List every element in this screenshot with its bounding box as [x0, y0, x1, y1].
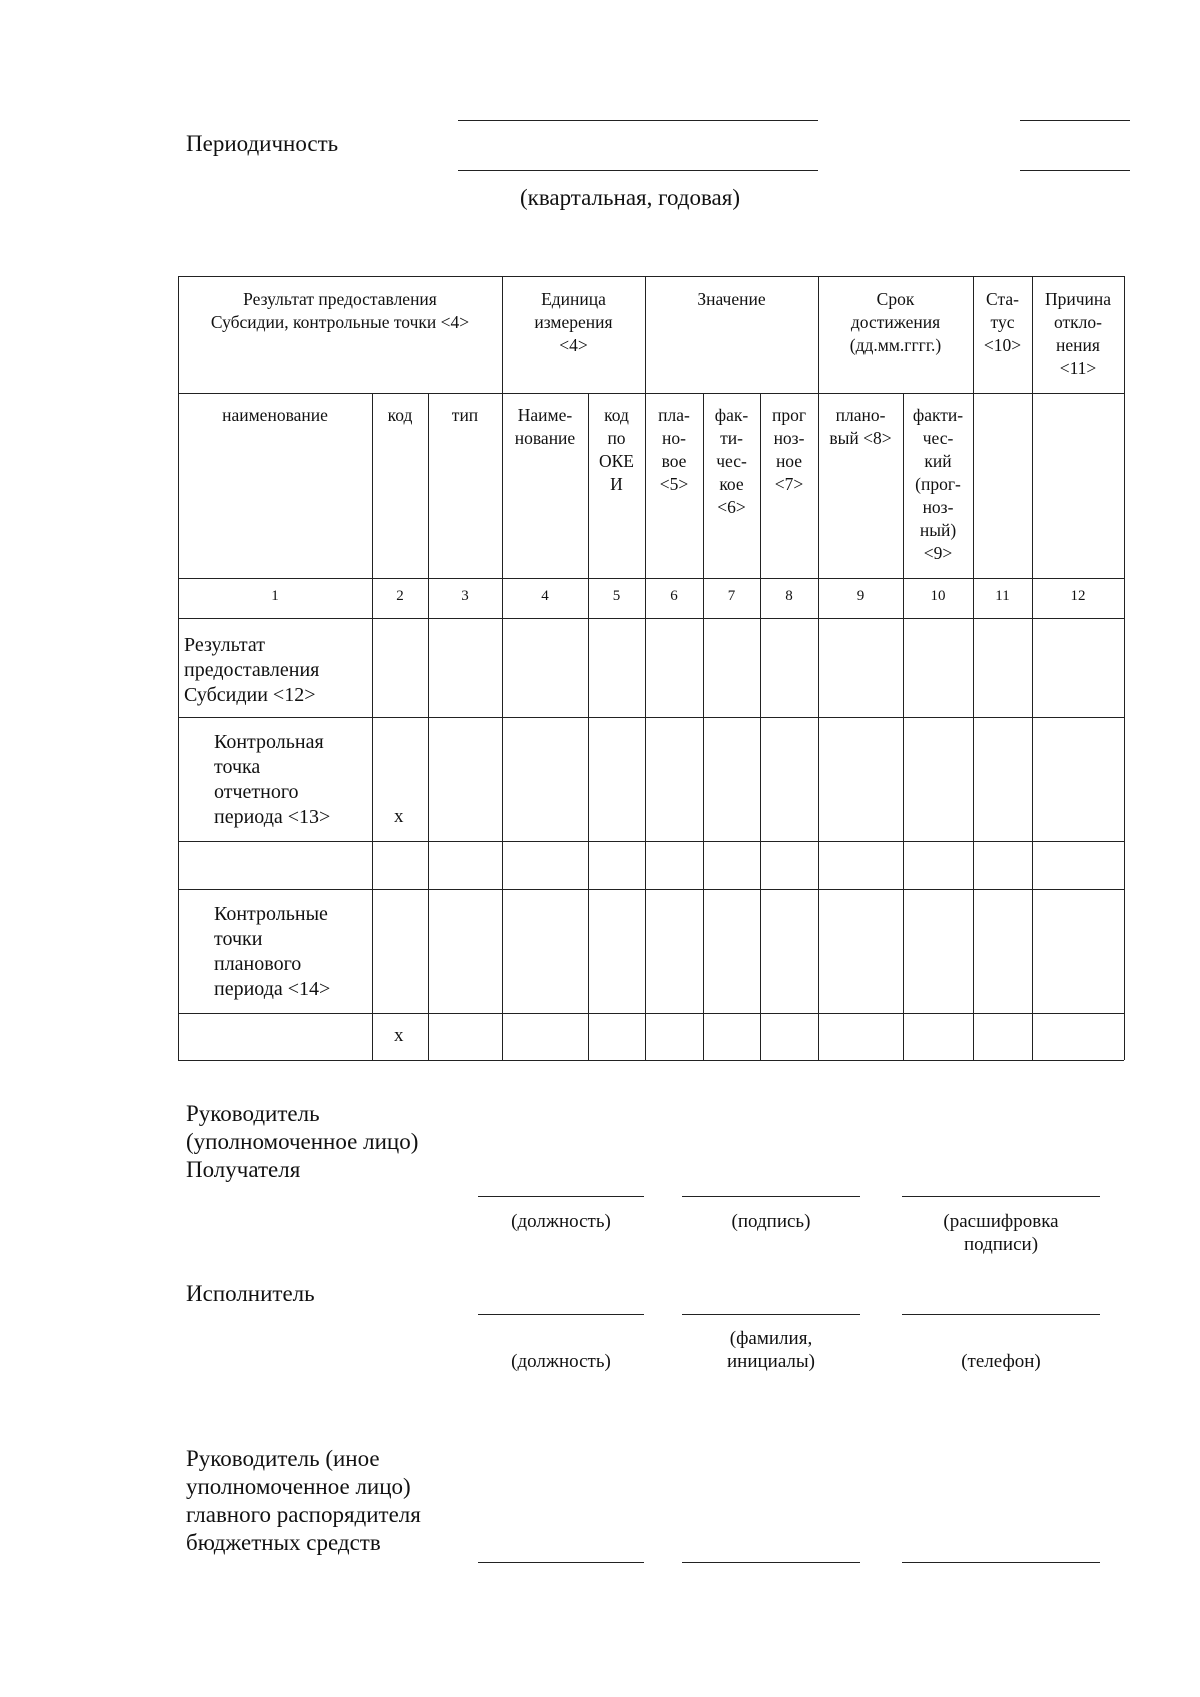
chief-signature-line: [682, 1562, 860, 1563]
row-control-point-report-line: Контрольная: [214, 731, 324, 753]
header-deadline: [818, 288, 973, 357]
subheader-actual-date-line: ный): [919, 520, 957, 540]
row-control-point-report-line: точка: [214, 756, 261, 778]
periodicity-line-top: [458, 120, 818, 121]
subheader-code-line: код: [387, 405, 413, 425]
subheader-actual-date-line: ноз-: [922, 497, 954, 517]
row-control-point-report-line: отчетного: [214, 781, 299, 803]
subheader-forecast-line: ноз-: [773, 428, 805, 448]
header-deadline-line: достижения: [850, 312, 941, 332]
subheader-actual-date-line: кий: [924, 451, 952, 471]
caption-decoding-line: (расшифровка: [943, 1211, 1059, 1232]
header-reason-line: Причина: [1044, 289, 1112, 309]
caption-decoding-line: подписи): [963, 1234, 1039, 1255]
subheader-unit-name-line: нование: [514, 428, 576, 448]
subheader-forecast-line: прог: [771, 405, 807, 425]
header-value-line: Значение: [697, 289, 766, 309]
table-vline-reason: [1032, 276, 1033, 1060]
subheader-forecast-line: ное: [775, 451, 803, 471]
table-line-subheader: [178, 578, 1124, 579]
results-table: [178, 276, 1124, 1060]
table-line-row3: [178, 889, 1124, 890]
subheader-name-line: наименование: [222, 405, 328, 425]
subheader-okei: [588, 404, 645, 496]
row-control-points-plan-line: Контрольные: [214, 903, 328, 925]
table-vline-type: [428, 393, 429, 1060]
chief-manager-label-line: уполномоченное лицо): [186, 1474, 411, 1499]
header-unit-line: Единица: [541, 289, 606, 309]
subheader-type-line: тип: [451, 405, 479, 425]
periodicity-label: Периодичность: [186, 131, 339, 156]
row-control-point-report-code: x: [394, 806, 404, 827]
caption-decoding: [902, 1210, 1100, 1256]
header-result: [178, 288, 502, 334]
subheader-actual-line: ти-: [720, 428, 743, 448]
caption-signature: (подпись): [731, 1211, 811, 1232]
subheader-name: [178, 404, 372, 427]
periodicity-code-line-top: [1020, 120, 1130, 121]
subheader-okei-line: код: [604, 405, 629, 425]
header-status: [973, 288, 1032, 357]
table-line-row4: [178, 1013, 1124, 1014]
caption-name: [682, 1327, 860, 1373]
subheader-plan-date-line: плано-: [835, 405, 886, 425]
column-number: 5: [612, 588, 621, 604]
header-unit-line: <4>: [559, 335, 588, 355]
subheader-unit-name-line: Наиме-: [517, 405, 573, 425]
row-result-label: [184, 633, 372, 708]
row-result-label-line: предоставления: [184, 659, 320, 681]
column-number: 1: [271, 588, 279, 604]
subheader-planned: [645, 404, 703, 496]
header-unit-line: измерения: [534, 312, 613, 332]
subheader-code: [372, 404, 428, 427]
periodicity-caption: (квартальная, годовая): [520, 185, 741, 210]
table-vline-value: [645, 276, 646, 1060]
row-control-points-plan-line: планового: [214, 953, 302, 975]
column-number: 4: [541, 588, 549, 604]
subheader-actual-date-line: (прог-: [915, 474, 961, 494]
caption-position: (должность): [511, 1211, 611, 1232]
header-unit: [502, 288, 645, 357]
subheader-okei-line: И: [610, 474, 623, 494]
row-result-label-line: Субсидии <12>: [184, 684, 316, 706]
position-signature-line: [478, 1196, 644, 1197]
column-number: 8: [785, 588, 793, 604]
chief-decoding-line: [902, 1562, 1100, 1563]
subheader-actual: [703, 404, 760, 519]
column-number: 2: [396, 588, 404, 604]
header-reason-line: откло-: [1054, 312, 1102, 332]
row-control-points-plan-line: периода <14>: [214, 978, 331, 1000]
header-reason-line: нения: [1056, 335, 1100, 355]
subheader-planned-line: пла-: [658, 405, 690, 425]
row-control-point-report-line: периода <13>: [214, 806, 331, 828]
executor-name-line: [682, 1314, 860, 1315]
column-number: 10: [930, 588, 946, 604]
header-deadline-line: Срок: [876, 289, 915, 309]
head-recipient-label: [186, 1100, 418, 1184]
subheader-plan-date-line: вый <8>: [829, 428, 892, 448]
table-line-header: [178, 393, 1124, 394]
caption-phone: (телефон): [961, 1351, 1041, 1372]
subheader-actual-date: [903, 404, 973, 565]
table-border-top: [178, 276, 1124, 277]
signature-line: [682, 1196, 860, 1197]
subheader-unit-name: [502, 404, 588, 450]
caption-name-line: инициалы): [726, 1351, 815, 1372]
table-vline-code: [372, 393, 373, 1060]
head-recipient-label-line: (уполномоченное лицо): [186, 1129, 419, 1154]
header-result-line: Субсидии, контрольные точки <4>: [210, 312, 470, 332]
header-status-line: <10>: [983, 335, 1022, 355]
column-number: 9: [856, 588, 865, 604]
subheader-plan-date: [818, 404, 903, 450]
column-number: 3: [461, 588, 469, 604]
column-number: 11: [995, 588, 1010, 604]
table-line-numbers: [178, 618, 1124, 619]
column-number: 6: [670, 588, 678, 604]
periodicity-code-line-bottom: [1020, 170, 1130, 171]
subheader-forecast: [760, 404, 818, 496]
caption-name-line: (фамилия,: [729, 1328, 813, 1349]
chief-position-line: [478, 1562, 644, 1563]
subheader-actual-date-line: чес-: [922, 428, 954, 448]
table-border-right: [1124, 276, 1125, 1060]
subheader-okei-line: ОКЕ: [599, 451, 634, 471]
chief-manager-label-line: бюджетных средств: [186, 1530, 381, 1555]
executor-label: Исполнитель: [186, 1281, 315, 1306]
executor-position-line: [478, 1314, 644, 1315]
column-number: 12: [1070, 588, 1086, 604]
executor-phone-line: [902, 1314, 1100, 1315]
subheader-actual-date-line: <9>: [923, 543, 953, 563]
head-recipient-label-line: Руководитель: [186, 1101, 320, 1126]
column-number: 7: [727, 588, 736, 604]
head-recipient-label-line: Получателя: [186, 1157, 301, 1182]
row-result-label-line: Результат: [184, 634, 266, 656]
subheader-okei-line: по: [607, 428, 626, 448]
header-status-line: тус: [990, 312, 1015, 332]
subheader-actual-line: кое: [719, 474, 744, 494]
subheader-planned-line: вое: [661, 451, 687, 471]
chief-manager-label-line: главного распорядителя: [186, 1502, 421, 1527]
subheader-actual-date-line: факти-: [912, 405, 964, 425]
row-control-points-plan-label: [214, 902, 372, 1002]
table-vline-status: [973, 276, 974, 1060]
subheader-actual-line: фак-: [714, 405, 749, 425]
header-deadline-line: (дд.мм.гггг.): [849, 335, 942, 355]
subheader-actual-line: чес-: [716, 451, 747, 471]
header-reason-line: <11>: [1059, 358, 1097, 378]
header-value: [645, 288, 818, 311]
subheader-planned-line: но-: [662, 428, 686, 448]
row-last-code: x: [394, 1025, 404, 1046]
subheader-planned-line: <5>: [659, 474, 689, 494]
row-control-points-plan-line: точки: [214, 928, 263, 950]
table-line-row2: [178, 841, 1124, 842]
table-vline-unit: [502, 276, 503, 1060]
caption-position-2: (должность): [511, 1351, 611, 1372]
subheader-actual-line: <6>: [717, 497, 746, 517]
chief-manager-label-line: Руководитель (иное: [186, 1446, 380, 1471]
table-line-row1: [178, 717, 1124, 718]
table-border-left: [178, 276, 179, 1060]
periodicity-line-bottom: [458, 170, 818, 171]
header-status-line: Ста-: [986, 289, 1019, 309]
decoding-signature-line: [902, 1196, 1100, 1197]
header-result-line: Результат предоставления: [243, 289, 437, 309]
subheader-type: [428, 404, 502, 427]
subheader-forecast-line: <7>: [774, 474, 804, 494]
chief-manager-label: [186, 1445, 421, 1557]
table-border-bottom: [178, 1060, 1124, 1061]
header-reason: [1032, 288, 1124, 380]
table-vline-deadline: [818, 276, 819, 1060]
row-control-point-report-label: [214, 730, 372, 830]
